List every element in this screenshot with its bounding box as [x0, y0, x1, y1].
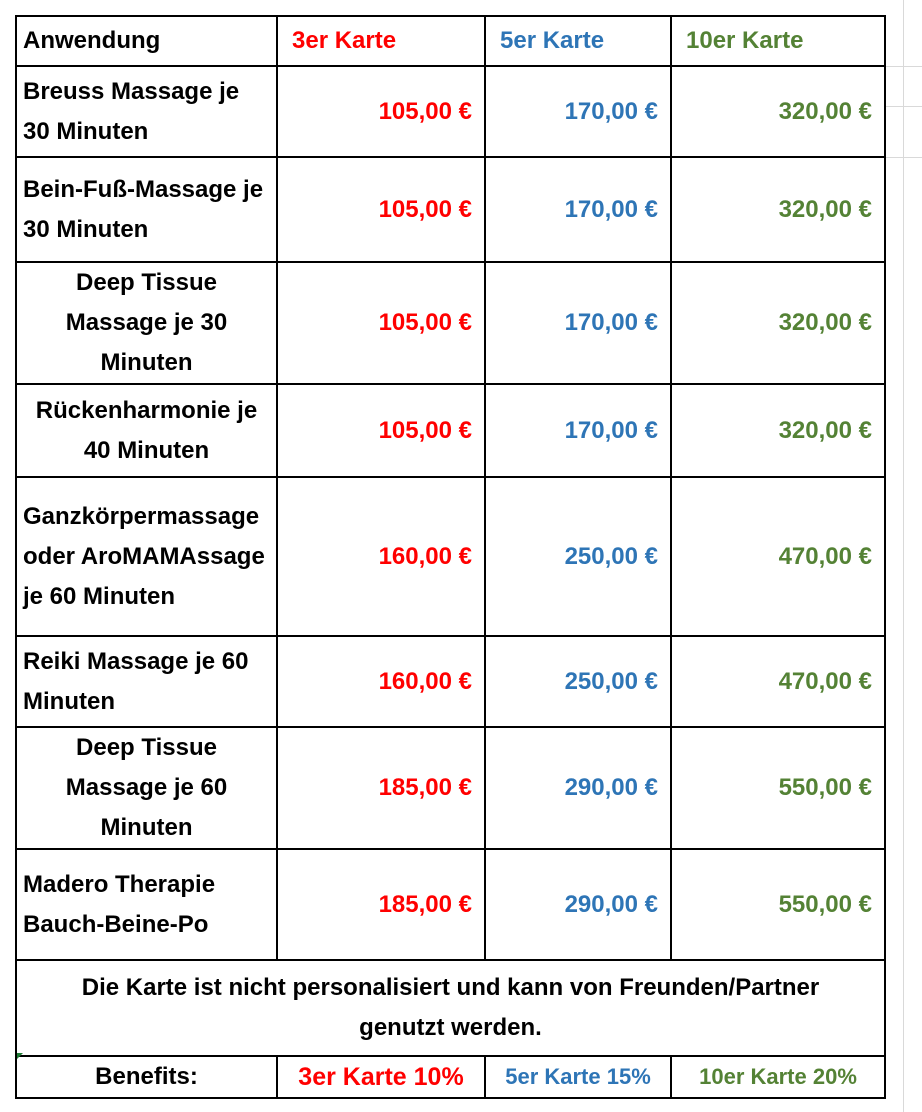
gridline-horizontal [884, 106, 922, 107]
price-5er: 250,00 € [485, 477, 671, 636]
service-name: Reiki Massage je 60 Minuten [16, 636, 277, 727]
price-3er: 105,00 € [277, 262, 485, 384]
service-name: Breuss Massage je 30 Minuten [16, 66, 277, 157]
header-10er: 10er Karte [671, 16, 885, 66]
price-5er: 290,00 € [485, 849, 671, 960]
benefit-3er: 3er Karte 10% [277, 1056, 485, 1098]
service-name: Rückenharmonie je 40 Minuten [16, 384, 277, 477]
table-row [16, 477, 885, 636]
price-10er: 550,00 € [671, 727, 885, 849]
price-3er: 160,00 € [277, 636, 485, 727]
price-3er: 105,00 € [277, 384, 485, 477]
benefit-5er: 5er Karte 15% [485, 1056, 671, 1098]
price-table [15, 15, 886, 1099]
price-5er: 170,00 € [485, 157, 671, 262]
gridline-vertical [903, 0, 904, 1112]
header-5er: 5er Karte [485, 16, 671, 66]
service-name: Ganzkörpermassage oder AroMAMAssage je 60 Minuten [16, 477, 277, 636]
table-row [16, 157, 885, 262]
table-row [16, 262, 885, 384]
note-row [16, 960, 885, 1056]
note-text: Die Karte ist nicht personalisiert und kann von Freunden/Partner genutzt werden. [16, 960, 885, 1056]
price-5er: 170,00 € [485, 66, 671, 157]
price-5er: 250,00 € [485, 636, 671, 727]
table-row [16, 727, 885, 849]
price-10er: 470,00 € [671, 636, 885, 727]
service-name: Madero Therapie Bauch-Beine-Po [16, 849, 277, 960]
price-3er: 160,00 € [277, 477, 485, 636]
header-3er: 3er Karte [277, 16, 485, 66]
price-10er: 320,00 € [671, 66, 885, 157]
gridline-horizontal [884, 66, 922, 67]
price-10er: 320,00 € [671, 157, 885, 262]
benefits-label: Benefits: [16, 1056, 277, 1098]
price-5er: 170,00 € [485, 384, 671, 477]
price-3er: 185,00 € [277, 727, 485, 849]
cell-comment-marker [17, 1053, 23, 1059]
price-5er: 170,00 € [485, 262, 671, 384]
price-10er: 320,00 € [671, 384, 885, 477]
service-name: Deep Tissue Massage je 30 Minuten [16, 262, 277, 384]
gridline-horizontal [884, 157, 922, 158]
price-10er: 470,00 € [671, 477, 885, 636]
price-5er: 290,00 € [485, 727, 671, 849]
price-10er: 320,00 € [671, 262, 885, 384]
table-row [16, 849, 885, 960]
price-3er: 105,00 € [277, 66, 485, 157]
benefits-row [16, 1056, 885, 1098]
benefit-10er: 10er Karte 20% [671, 1056, 885, 1098]
header-service: Anwendung [16, 16, 277, 66]
service-name: Bein-Fuß-Massage je 30 Minuten [16, 157, 277, 262]
table-row [16, 66, 885, 157]
price-3er: 105,00 € [277, 157, 485, 262]
header-row [16, 16, 885, 66]
service-name: Deep Tissue Massage je 60 Minuten [16, 727, 277, 849]
price-10er: 550,00 € [671, 849, 885, 960]
table-row [16, 384, 885, 477]
price-3er: 185,00 € [277, 849, 485, 960]
table-row [16, 636, 885, 727]
